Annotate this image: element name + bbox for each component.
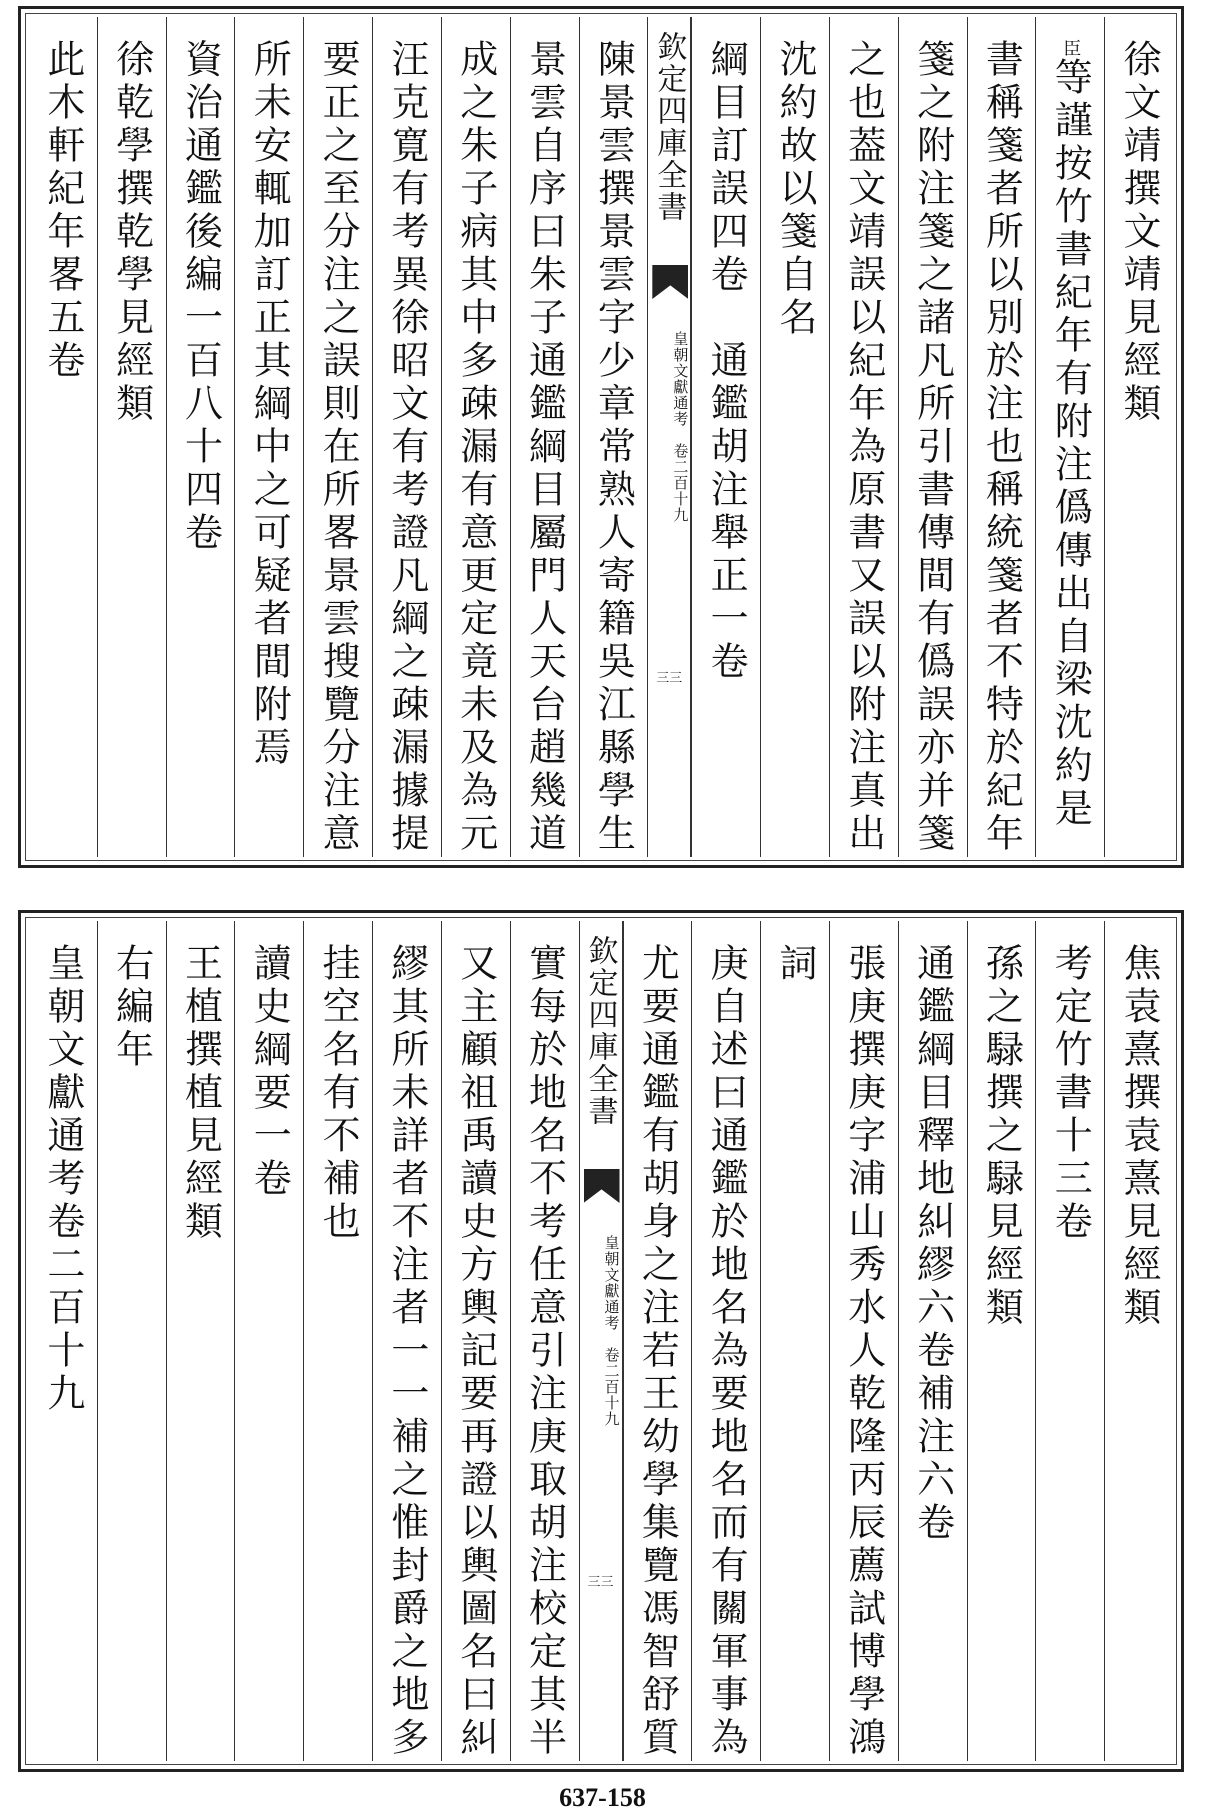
- text-column: 挂空名有不補也: [303, 921, 372, 1761]
- text-column: 詞: [760, 921, 829, 1761]
- center-fold-column: [647, 17, 691, 857]
- fish-tail-mark-icon: [584, 1169, 620, 1203]
- text-column: 資治通鑑後編一百八十四卷: [166, 17, 235, 857]
- text-column: 繆其所未詳者不注者一一補之惟封爵之地多: [372, 921, 441, 1761]
- text-column: 所未安輒加訂正其綱中之可疑者間附焉: [234, 17, 303, 857]
- text-column: 張庚撰庚字浦山秀水人乾隆丙辰薦試博學鴻: [829, 921, 898, 1761]
- text-column: 右編年: [97, 921, 166, 1761]
- text-column: 此木軒紀年畧五卷: [40, 39, 85, 383]
- text-column: 箋之附注箋之諸凡所引書傳間有僞誤亦并箋: [898, 17, 967, 857]
- text-column: 皇朝文獻通考卷二百十九: [40, 943, 85, 1416]
- text-column: 又主顧祖禹讀史方輿記要再證以輿圖名曰糾: [441, 921, 510, 1761]
- text-column: 陳景雲撰景雲字少章常熟人寄籍吳江縣學生: [579, 17, 648, 857]
- text-column: 要正之至分注之誤則在所畧景雲搜覽分注意: [303, 17, 372, 857]
- text-column: 庚自述曰通鑑於地名為要地名而有關軍事為: [691, 921, 760, 1761]
- text-column: 孫之騄撰之騄見經類: [967, 921, 1036, 1761]
- top-page-panel: [18, 6, 1184, 868]
- text-column: 徐文靖撰文靖見經類: [1104, 17, 1173, 857]
- text-column: 成之朱子病其中多疎漏有意更定竟未及為元: [441, 17, 510, 857]
- text-column: 通鑑綱目釋地糾繆六卷補注六卷: [898, 921, 967, 1761]
- text-column: 景雲自序曰朱子通鑑綱目屬門人天台趙幾道: [510, 17, 579, 857]
- text-column: 實每於地名不考任意引注庚取胡注校定其半: [510, 921, 579, 1761]
- center-fold-column: [579, 921, 623, 1761]
- text-column: 汪克寛有考異徐昭文有考證凡綱之疎漏據提: [372, 17, 441, 857]
- text-column: 書稱箋者所以別於注也稱統箋者不特於紀年: [967, 17, 1036, 857]
- honorific-prefix: 臣: [1060, 39, 1082, 57]
- text-column: 尤要通鑑有胡身之注若王幼學集覽馮智舒質: [623, 921, 692, 1761]
- text-column: 考定竹書十三卷: [1035, 921, 1104, 1761]
- top-columns: [29, 17, 1173, 857]
- text-column: 綱目訂誤四卷 通鑑胡注舉正一卷: [691, 17, 760, 857]
- text-column: 王植撰植見經類: [166, 921, 235, 1761]
- folio-number: 三三: [587, 1575, 614, 1590]
- book-name: 欽定四庫全書: [651, 31, 687, 223]
- fish-tail-mark-icon: [652, 265, 688, 299]
- page-number: 637-158: [559, 1783, 646, 1812]
- folio-number: 三三: [656, 671, 683, 686]
- text-column: 臣等謹按竹書紀年有附注僞傳出自梁沈約是: [1035, 17, 1104, 857]
- text-column: 之也葢文靖誤以紀年為原書又誤以附注真出: [829, 17, 898, 857]
- volume-subtitle: 皇朝文獻通考 卷二百十九: [671, 331, 690, 523]
- text-column: 沈約故以箋自名: [760, 17, 829, 857]
- volume-subtitle: 皇朝文獻通考 卷二百十九: [602, 1235, 621, 1427]
- text-column: 焦袁熹撰袁熹見經類: [1104, 921, 1173, 1761]
- book-name: 欽定四庫全書: [582, 935, 618, 1127]
- text-column: 讀史綱要一卷: [234, 921, 303, 1761]
- bottom-columns: [29, 921, 1173, 1761]
- bottom-page-panel: [18, 910, 1184, 1772]
- text-column: 徐乾學撰乾學見經類: [97, 17, 166, 857]
